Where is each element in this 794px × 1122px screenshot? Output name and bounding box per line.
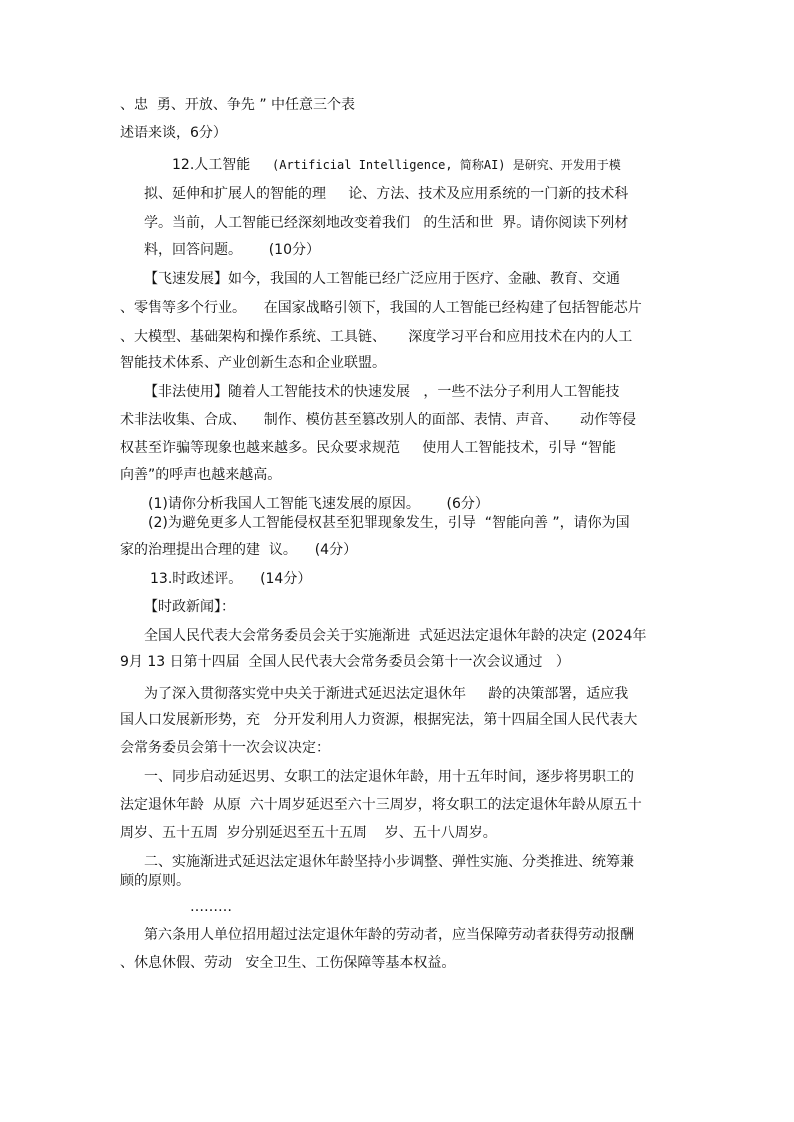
text-line: 顾的原则。 bbox=[120, 873, 190, 889]
text-line: 向善”的呼声也越来越高。 bbox=[120, 467, 282, 483]
ellipsis: ……… bbox=[190, 899, 232, 915]
text-line: 周岁、五十五周 岁分别延迟至五十五周 岁、五十八周岁。 bbox=[120, 825, 497, 841]
text-line: 二、实施渐进式延迟法定退休年龄坚持小步调整、弹性实施、分类推进、统筹兼 bbox=[144, 854, 634, 870]
text-line: 【非法使用】随着人工智能技术的快速发展 ，一些不法分子利用人工智能技 bbox=[144, 384, 620, 400]
text-line: (Artificial Intelligence, 简称AI) 是研究、开发用于模 bbox=[272, 158, 621, 172]
text-line: 为了深入贯彻落实党中央关于渐进式延迟法定退休年 龄的决策部署，适应我 bbox=[144, 686, 629, 702]
text-line: 拟、延伸和扩展人的智能的理 论、方法、技术及应用系统的一门新的技术科 bbox=[144, 186, 629, 202]
text-line: 智能技术体系、产业创新生态和企业联盟。 bbox=[120, 355, 386, 371]
text-line: 会常务委员会第十一次会议决定： bbox=[120, 740, 330, 756]
text-line: 学。当前，人工智能已经深刻地改变着我们 的生活和世 界。请你阅读下列材 bbox=[144, 215, 629, 231]
text-line: 第六条用人单位招用超过法定退休年龄的劳动者，应当保障劳动者获得劳动报酬 bbox=[144, 927, 634, 943]
text-line: 术非法收集、合成、 制作、模仿甚至篡改别人的面部、表情、声音、 动作等侵 bbox=[120, 412, 637, 428]
text-line: 、忠 勇、开放、争先 ” 中任意三个表 bbox=[120, 97, 356, 113]
text-line: 国人口发展新形势，充 分开发利用人力资源，根据宪法，第十四届全国人民代表大 bbox=[120, 712, 638, 728]
sub-question-1: (1)请你分析我国人工智能飞速发展的原因。 (6分） bbox=[148, 496, 489, 512]
question-13-title: 13.时政述评。 (14分） bbox=[150, 571, 312, 587]
text-line: 料，回答问题。 (10分） bbox=[144, 242, 320, 258]
text-line: 、休息休假、劳动 安全卫生、工伤保障等基本权益。 bbox=[120, 955, 456, 971]
text-line: 述语来谈，6分） bbox=[120, 125, 227, 141]
section-heading: 【时政新闻】： bbox=[144, 599, 235, 615]
text-line: 、零售等多个行业。 在国家战略引领下，我国的人工智能已经构建了包括智能芯片 bbox=[120, 300, 642, 316]
sub-question-2: (2)为避免更多人工智能侵权甚至犯罪现象发生，引导 “智能向善 ”，请你为国 bbox=[148, 515, 630, 531]
text-line: 法定退休年龄 从原 六十周岁延迟至六十三周岁，将女职工的法定退休年龄从原五十 bbox=[120, 797, 642, 813]
text-line: 一、同步启动延迟男、女职工的法定退休年龄，用十五年时间，逐步将男职工的 bbox=[144, 769, 634, 785]
text-line: 家的治理提出合理的建 议。 (4分） bbox=[120, 542, 358, 558]
text-line: 全国人民代表大会常务委员会关于实施渐进 式延迟法定退休年龄的决定 (2024年 bbox=[144, 628, 647, 644]
text-line: 权甚至诈骗等现象也越来越多。民众要求规范 使用人工智能技术，引导 “智能 bbox=[120, 440, 616, 456]
text-line: 、大模型、基础架构和操作系统、工具链、 深度学习平台和应用技术在内的人工 bbox=[120, 329, 633, 345]
text-line: 9月 13 日第十四届 全国人民代表大会常务委员会第十一次会议通过 ） bbox=[120, 654, 570, 670]
text-line: 【飞速发展】如今，我国的人工智能已经广泛应用于医疗、金融、教育、交通 bbox=[144, 271, 620, 287]
question-12-title: 12.人工智能 bbox=[172, 157, 251, 173]
